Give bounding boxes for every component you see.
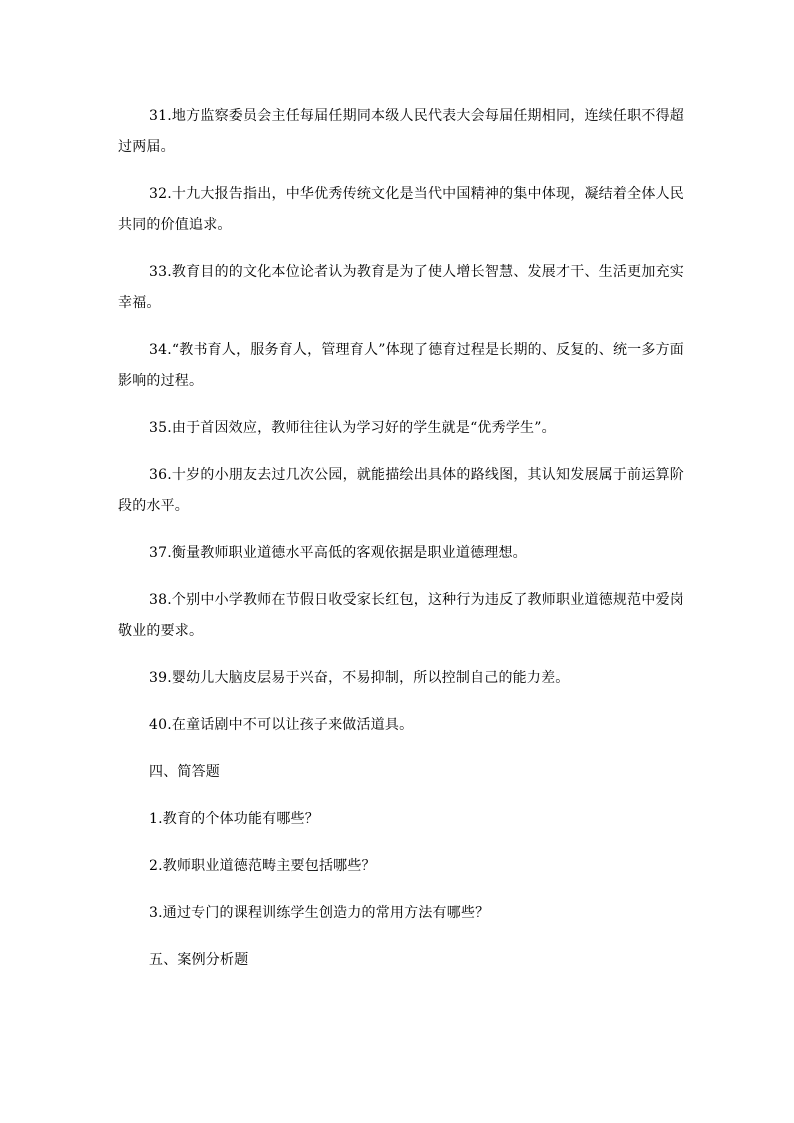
statement-40: 40.在童话剧中不可以让孩子来做活道具。 (149, 717, 414, 733)
short-answer-question-1: 1.教育的个体功能有哪些？ (149, 811, 319, 827)
statement-36: 36.十岁的小朋友去过几次公园，就能描绘出具体的路线图，其认知发展属于前运算阶段的水平。 (118, 467, 684, 514)
statement-39: 39.婴幼儿大脑皮层易于兴奋，不易抑制，所以控制自己的能力差。 (149, 670, 570, 686)
statement-31: 31.地方监察委员会主任每届任期同本级人民代表大会每届任期相同，连续任职不得超过两届。 (118, 108, 684, 155)
statement-34: 34.“教书育人，服务育人，管理育人”体现了德育过程是长期的、反复的、统一多方面影响的过程。 (118, 342, 684, 389)
statement-38: 38.个别中小学教师在节假日收受家长红包，这种行为违反了教师职业道德规范中爱岗敬业的要求。 (118, 592, 684, 639)
section-four-heading: 四、简答题 (149, 764, 220, 780)
short-answer-question-3: 3.通过专门的课程训练学生创造力的常用方法有哪些？ (149, 905, 490, 921)
statement-33: 33.教育目的的文化本位论者认为教育是为了使人增长智慧、发展才干、生活更加充实幸福。 (118, 264, 684, 311)
statement-37: 37.衡量教师职业道德水平高低的客观依据是职业道德理想。 (149, 545, 527, 561)
statement-32: 32.十九大报告指出，中华优秀传统文化是当代中国精神的集中体现，凝结着全体人民共同的价值追求。 (118, 186, 684, 233)
document-content (118, 101, 684, 992)
statement-35: 35.由于首因效应，教师往往认为学习好的学生就是“优秀学生”。 (149, 420, 556, 436)
short-answer-question-2: 2.教师职业道德范畴主要包括哪些？ (149, 858, 376, 874)
section-five-heading: 五、案例分析题 (149, 952, 249, 968)
